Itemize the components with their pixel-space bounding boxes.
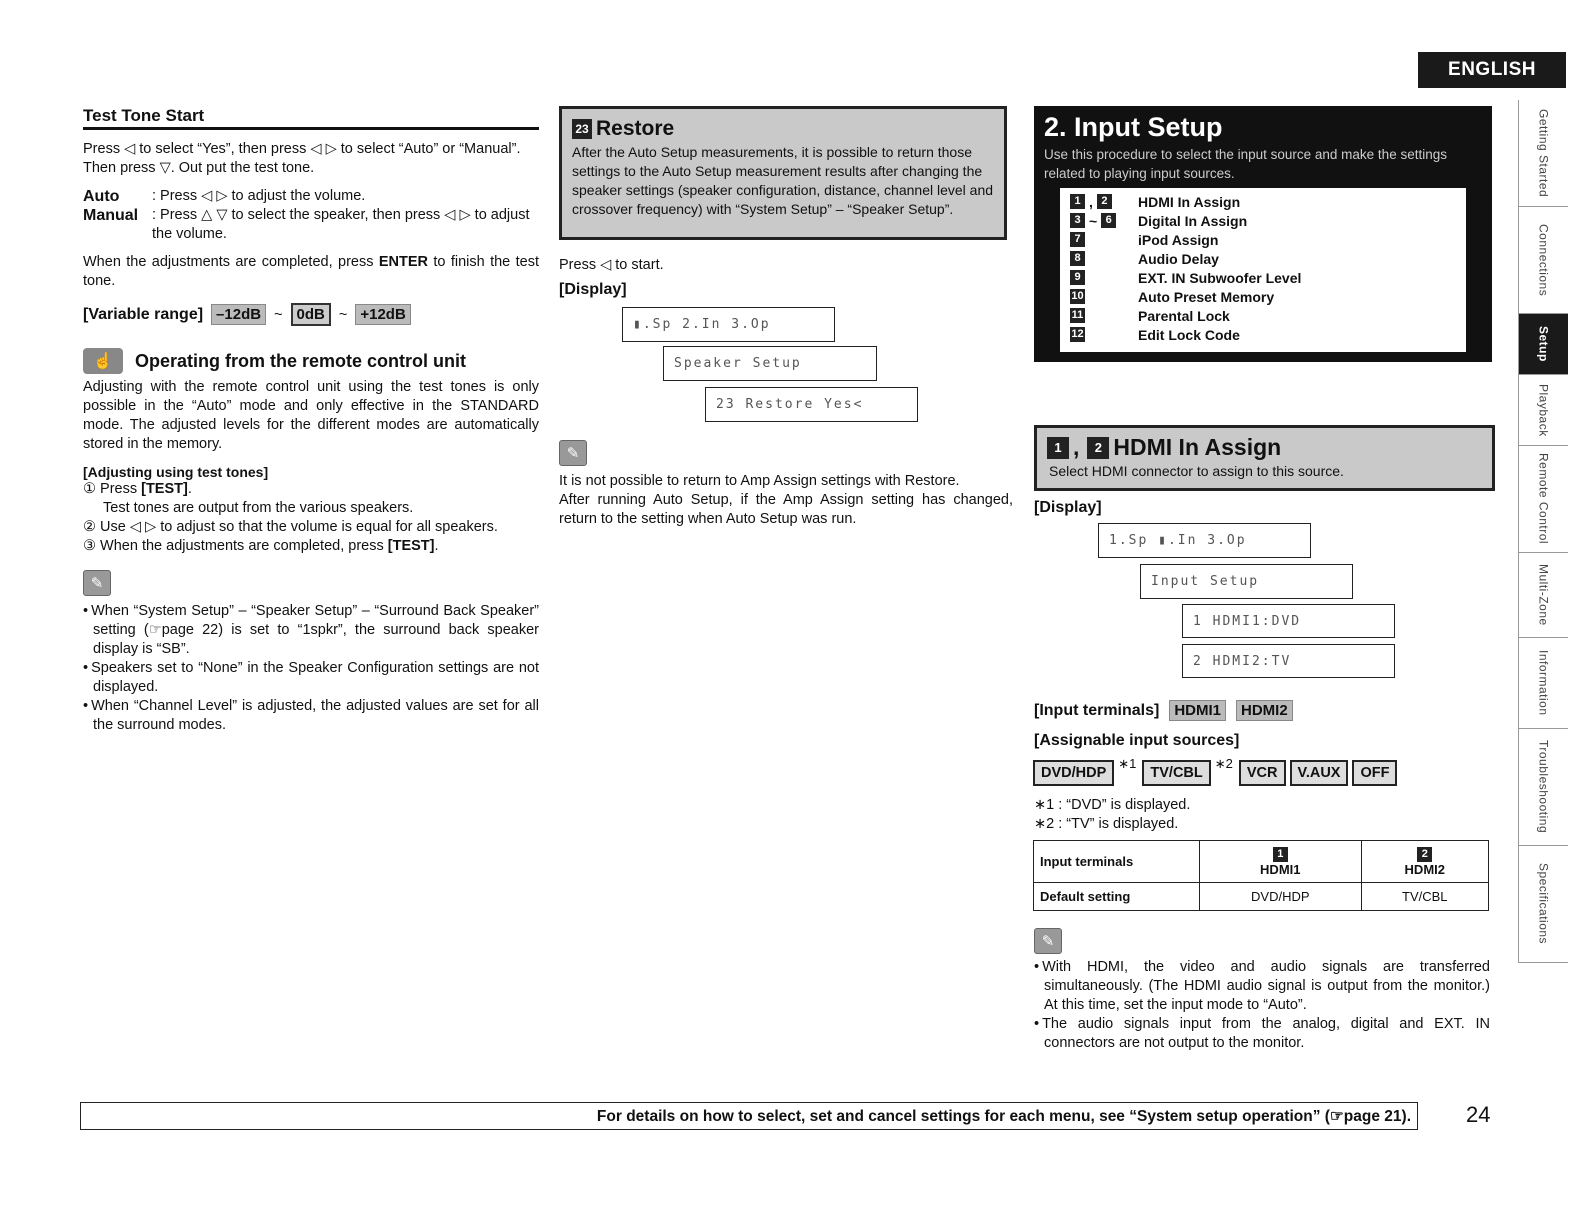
menu-item-auto-preset-memory[interactable] [1060, 287, 1466, 306]
footnotes [1034, 796, 1190, 834]
press-start-text: Press ◁ to start. [559, 257, 664, 273]
side-tab-connections[interactable] [1518, 207, 1568, 314]
terminal-hdmi1: HDMI1 [1169, 700, 1226, 721]
auto-label: Auto [83, 188, 120, 205]
menu-item-hdmi-in-assign[interactable] [1060, 192, 1466, 211]
range-max: +12dB [355, 304, 410, 325]
remote-control-icon: ☝ [83, 348, 123, 374]
side-tab-label: Remote Control [1536, 453, 1551, 545]
column-test-tone [83, 106, 539, 735]
test-tone-heading: Test Tone Start [83, 106, 539, 130]
notes-list [83, 602, 539, 735]
lcd-screen-3: 23 Restore Yes< [705, 387, 918, 422]
footnote: ∗2 : “TV” is displayed. [1034, 816, 1179, 832]
menu-item-parental-lock[interactable] [1060, 306, 1466, 325]
menu-number: 6 [1101, 213, 1116, 228]
note-pencil-icon: ✎ [83, 570, 111, 596]
menu-item-ipod-assign[interactable] [1060, 230, 1466, 249]
step-number: ② [83, 519, 96, 535]
terminal-hdmi2: HDMI2 [1236, 700, 1293, 721]
footer-box [80, 1102, 1418, 1130]
restore-title: Restore [596, 117, 675, 140]
restore-note: After running Auto Setup, if the Amp Assign setting has changed, return to the setting when Auto Setup was run. [559, 492, 1013, 527]
menu-item-numbers [1060, 213, 1138, 229]
input-setup-panel [1034, 106, 1492, 362]
side-tab-multi-zone[interactable] [1518, 553, 1568, 638]
test-key: [TEST] [387, 538, 435, 554]
side-tab-label: Getting Started [1536, 108, 1551, 198]
menu-item-edit-lock-code[interactable] [1060, 325, 1466, 344]
lcd-screen-1: ▮.Sp 2.In 3.Op [622, 307, 835, 342]
menu-number: 12 [1071, 328, 1084, 340]
side-tab-remote-control[interactable] [1518, 446, 1568, 553]
menu-item-numbers [1060, 289, 1138, 304]
source-dvd-hdp: DVD/HDP [1033, 760, 1114, 786]
footnote: ∗1 : “DVD” is displayed. [1034, 797, 1191, 813]
lcd-screen-2: Input Setup [1140, 564, 1353, 599]
menu-item-label: EXT. IN Subwoofer Level [1138, 269, 1302, 286]
note-item: • The audio signals input from the analog, digital and EXT. IN connectors are not output to the monitor. [1034, 1015, 1490, 1053]
text: Use ◁ ▷ to adjust so that the volume is equal for all speakers. [100, 519, 498, 535]
side-tab-label: Setup [1536, 326, 1551, 362]
restore-note: It is not possible to return to Amp Assign settings with Restore. [559, 473, 960, 489]
paragraph: Then press ▽. Out put the test tone. [83, 160, 315, 176]
text: . [434, 538, 439, 554]
menu-number: 8 [1070, 251, 1085, 266]
remote-heading: Operating from the remote control unit [135, 350, 467, 371]
table-number: 1 [1273, 847, 1288, 862]
hdmi-in-assign-box [1034, 425, 1495, 491]
display-label: [Display] [559, 281, 627, 298]
menu-item-label: Edit Lock Code [1138, 326, 1240, 343]
menu-item-numbers [1060, 327, 1138, 342]
tilde: ~ [274, 306, 283, 323]
text: to finish the test tone. [83, 254, 539, 289]
table-cell: DVD/HDP [1200, 883, 1362, 911]
restore-box [559, 106, 1007, 240]
footer-text: For details on how to select, set and cancel settings for each menu, see “System setup operation” (☞page 21). [596, 1107, 1411, 1125]
lcd-screen-1: 1.Sp ▮.In 3.Op [1098, 523, 1311, 558]
restore-number: 23 [572, 119, 592, 139]
column-restore-body [559, 256, 1013, 299]
table-number: 2 [1417, 847, 1432, 862]
side-tab-playback[interactable] [1518, 375, 1568, 446]
note-pencil-icon: ✎ [559, 440, 587, 466]
lcd-screen-3: 1 HDMI1:DVD [1182, 604, 1395, 638]
restore-notes [559, 440, 1013, 529]
assignable-sources-label: [Assignable input sources] [1034, 732, 1240, 749]
menu-item-label: iPod Assign [1138, 231, 1219, 248]
footnote-marker: ∗1 [1118, 756, 1137, 771]
hdmi-number: 2 [1087, 437, 1109, 459]
menu-item-numbers [1060, 194, 1138, 210]
input-setup-subtitle: Use this procedure to select the input source and make the settings related to playing input sources. [1044, 147, 1447, 181]
input-terminals-row [1034, 700, 1293, 721]
step-1 [83, 480, 539, 499]
table-text: HDMI1 [1260, 862, 1301, 878]
test-key: [TEST] [141, 481, 188, 497]
text: Press [100, 481, 142, 497]
source-tv-cbl: TV/CBL [1142, 760, 1210, 786]
side-tab-label: Multi-Zone [1536, 564, 1551, 626]
text: When the adjustments are completed, press [83, 254, 379, 270]
menu-item-label: Auto Preset Memory [1138, 288, 1275, 305]
paragraph: Press ◁ to select “Yes”, then press ◁ ▷ to select “Auto” or “Manual”. [83, 141, 521, 157]
menu-number: 7 [1070, 232, 1085, 247]
note-pencil-icon: ✎ [1034, 928, 1062, 954]
step-1-sub: Test tones are output from the various speakers. [103, 500, 414, 516]
step-3 [83, 537, 539, 556]
side-tab-label: Connections [1536, 223, 1551, 297]
lcd-screen-2: Speaker Setup [663, 346, 877, 381]
hdmi-notes [1034, 928, 1490, 1053]
menu-item-label: Parental Lock [1138, 307, 1230, 324]
input-setup-title: 2. Input Setup [1044, 112, 1223, 142]
remote-paragraph: Adjusting with the remote control unit using the test tones is only possible in the “Auto” mode and only effective in the STANDARD mode. The adjusted levels for the different modes are automatically stored in the memory. [83, 379, 539, 452]
menu-item-digital-in-assign[interactable] [1060, 211, 1466, 230]
separator: , [1089, 193, 1093, 210]
note-item: • When “System Setup” – “Speaker Setup” – “Surround Back Speaker” setting (☞page 22) is set to “1spkr”, the surround back speaker display is “SB”. [83, 602, 539, 659]
lcd-screen-4: 2 HDMI2:TV [1182, 644, 1395, 678]
restore-title-row [572, 117, 998, 141]
source-v-aux: V.AUX [1290, 760, 1349, 786]
display-label: [Display] [1034, 499, 1102, 516]
language-tab: ENGLISH [1418, 52, 1566, 88]
separator: , [1073, 434, 1080, 460]
restore-description: After the Auto Setup measurements, it is possible to return those settings to the Auto Setup measurement results after changing the speaker settings (speaker configuration, distance, channel level and crossover frequency) with “System Setup” – “Speaker Setup”. [572, 144, 994, 217]
manual-row [83, 206, 539, 244]
source-off: OFF [1352, 760, 1397, 786]
default-settings-table [1033, 840, 1489, 911]
table-row [1034, 883, 1489, 911]
menu-number: 10 [1071, 290, 1084, 302]
side-tab-label: Troubleshooting [1536, 740, 1551, 834]
enter-key: ENTER [378, 254, 428, 270]
menu-number: 9 [1070, 270, 1085, 285]
table-header: Default setting [1034, 883, 1200, 911]
table-text: HDMI2 [1404, 862, 1445, 878]
menu-item-numbers [1060, 308, 1138, 323]
range-min: –12dB [211, 304, 266, 325]
variable-range [83, 303, 539, 326]
menu-number: 3 [1070, 213, 1085, 228]
input-setup-menu [1060, 188, 1466, 352]
side-tab-information[interactable] [1518, 638, 1568, 729]
menu-item-label: HDMI In Assign [1138, 193, 1241, 210]
separator: ~ [1089, 212, 1098, 229]
hdmi-title: HDMI In Assign [1113, 434, 1282, 460]
enter-paragraph [83, 253, 539, 291]
range-default: 0dB [291, 303, 331, 326]
side-tab-specifications[interactable] [1518, 846, 1568, 963]
notes-list [1034, 958, 1490, 1053]
side-tab-label: Specifications [1536, 863, 1551, 945]
menu-number: 2 [1097, 194, 1112, 209]
table-row [1034, 841, 1489, 883]
table-cell: TV/CBL [1361, 883, 1488, 911]
step-number: ③ [83, 538, 96, 554]
text: When the adjustments are completed, press [100, 538, 388, 554]
menu-item-numbers [1060, 251, 1138, 266]
side-tabs [1518, 100, 1568, 963]
menu-item-ext-in-subwoofer-level[interactable] [1060, 268, 1466, 287]
footnote-marker: ∗2 [1214, 756, 1233, 771]
variable-range-label: [Variable range] [83, 305, 204, 323]
table-header: Input terminals [1034, 841, 1200, 883]
note-item: • With HDMI, the video and audio signals are transferred simultaneously. (The HDMI audio signal is output from the monitor.) At this time, set the input mode to “Auto”. [1034, 958, 1490, 1015]
hdmi-number: 1 [1047, 437, 1069, 459]
menu-item-numbers [1060, 232, 1138, 247]
auto-row [83, 187, 539, 206]
input-terminals-label: [Input terminals] [1034, 701, 1160, 719]
side-tab-label: Playback [1536, 383, 1551, 437]
adjusting-heading: [Adjusting using test tones] [83, 464, 269, 480]
tilde: ~ [338, 306, 348, 323]
menu-number: 11 [1071, 309, 1084, 321]
hdmi-subtitle: Select HDMI connector to assign to this source. [1049, 463, 1344, 479]
step-number: ① [83, 481, 96, 497]
table-cell-hdmi2 [1361, 841, 1488, 883]
side-tab-getting-started[interactable] [1518, 100, 1568, 207]
menu-item-audio-delay[interactable] [1060, 249, 1466, 268]
menu-item-label: Digital In Assign [1138, 212, 1248, 229]
table-cell-hdmi1 [1200, 841, 1362, 883]
note-item: • When “Channel Level” is adjusted, the adjusted values are set for all the surround modes. [83, 697, 539, 735]
side-tab-label: Information [1536, 650, 1551, 716]
text: . [187, 481, 192, 497]
side-tab-troubleshooting[interactable] [1518, 729, 1568, 846]
remote-heading-row [83, 348, 539, 374]
manual-text: : Press △ ▽ to select the speaker, then press ◁ ▷ to adjust the volume. [152, 207, 530, 242]
auto-text: : Press ◁ ▷ to adjust the volume. [152, 188, 366, 204]
source-vcr: VCR [1239, 760, 1286, 786]
side-tab-setup[interactable] [1518, 314, 1568, 375]
assignable-sources [1033, 756, 1397, 786]
manual-label: Manual [83, 207, 139, 224]
menu-item-label: Audio Delay [1138, 250, 1219, 267]
note-item: • Speakers set to “None” in the Speaker Configuration settings are not displayed. [83, 659, 539, 697]
page-number: 24 [1466, 1102, 1491, 1127]
menu-item-numbers [1060, 270, 1138, 285]
hdmi-title-row [1047, 434, 1492, 461]
menu-number: 1 [1070, 194, 1085, 209]
step-2 [83, 518, 539, 537]
